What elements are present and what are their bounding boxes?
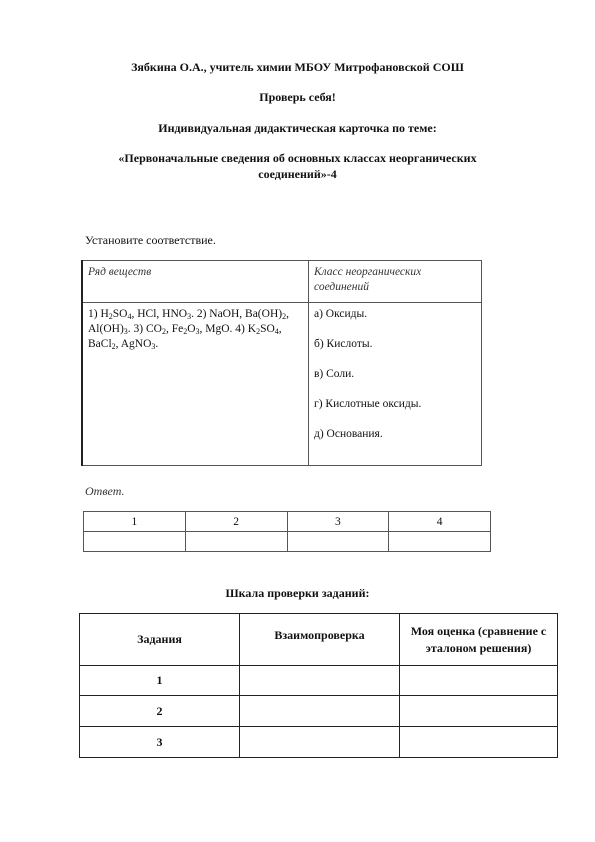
scale-table — [79, 613, 558, 758]
scale-self-cell[interactable] — [400, 666, 558, 696]
author-line: Зябкина О.А., учитель химии МБОУ Митрофановской СОШ — [131, 60, 464, 74]
scale-header-tasks: Задания — [80, 614, 240, 666]
substances-cell — [82, 303, 309, 466]
scale-peer-cell[interactable] — [240, 696, 400, 727]
class-option: б) Кислоты. — [314, 338, 373, 350]
class-option: а) Оксиды. — [314, 308, 368, 320]
scale-self-cell[interactable] — [400, 727, 558, 758]
answer-table — [83, 511, 491, 552]
match-col2-header: Класс неорганических соединений — [309, 261, 482, 303]
answer-col-header: 4 — [389, 512, 491, 532]
class-option: г) Кислотные оксиды. — [314, 398, 422, 410]
answer-input-cell[interactable] — [287, 532, 389, 552]
topic-line-1: «Первоначальные сведения об основных классах неорганических — [118, 151, 477, 165]
scale-header-self-score: Моя оценка (сравнение с эталоном решения) — [400, 614, 558, 666]
scale-row-task: 2 — [80, 696, 240, 727]
match-table — [81, 260, 482, 466]
answer-input-cell[interactable] — [84, 532, 186, 552]
scale-header-peer-review: Взаимопроверка — [240, 614, 400, 666]
answer-col-header: 3 — [287, 512, 389, 532]
scale-self-cell[interactable] — [400, 696, 558, 727]
class-option: д) Основания. — [314, 428, 383, 440]
subheading: Индивидуальная дидактическая карточка по теме: — [158, 121, 437, 135]
substances-text: 1) $H_2SO_4$, HCl, $HNO_3$. 2) NaOH, $Ba(OH)_2$, $Al(OH)_3$. 3) $CO_2$, $Fe_2O_3$, MgO. 4) $K_2SO_4$, BaCl$_2$, AgNO$_3$. — [88, 308, 289, 351]
scale-row-task: 1 — [80, 666, 240, 696]
answer-input-cell[interactable] — [185, 532, 287, 552]
scale-peer-cell[interactable] — [240, 727, 400, 758]
classes-cell — [309, 303, 482, 466]
scale-title: Шкала проверки заданий: — [225, 586, 370, 600]
instruction: Установите соответствие. — [85, 233, 216, 247]
class-option: в) Соли. — [314, 368, 355, 380]
answer-col-header: 1 — [84, 512, 186, 532]
scale-row-task: 3 — [80, 727, 240, 758]
answer-label: Ответ. — [85, 484, 125, 498]
heading: Проверь себя! — [259, 90, 336, 104]
topic-line-2: соединений»-4 — [258, 167, 337, 181]
match-col1-header: Ряд веществ — [82, 261, 309, 303]
answer-col-header: 2 — [185, 512, 287, 532]
answer-input-cell[interactable] — [389, 532, 491, 552]
scale-peer-cell[interactable] — [240, 666, 400, 696]
